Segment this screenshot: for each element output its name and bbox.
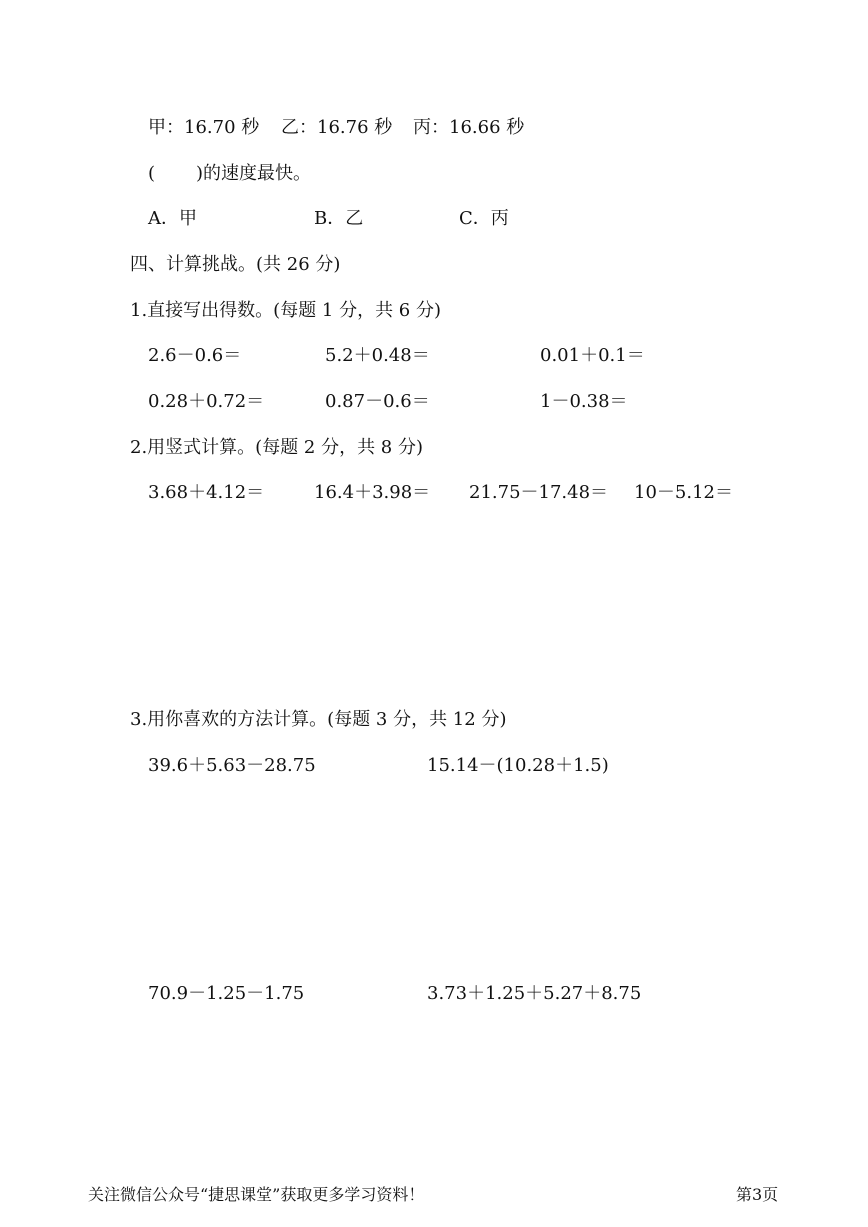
part-1-item: 5.2＋0.48＝ [325,345,430,366]
question-blank-open: ( [148,163,156,184]
option-b: B．乙 [314,208,364,229]
part-2-item: 10－5.12＝ [634,482,733,503]
part-3-item: 3.73＋1.25＋5.27＋8.75 [427,983,642,1004]
part-2-title: 2.用竖式计算。(每题 2 分，共 8 分) [130,437,424,458]
part-1-title: 1.直接写出得数。(每题 1 分，共 6 分) [130,300,442,321]
part-2-item: 16.4＋3.98＝ [314,482,431,503]
time-yi: 乙：16.76 秒 [281,117,393,138]
part-1-item: 0.28＋0.72＝ [148,391,265,412]
time-jia: 甲：16.70 秒 [148,117,260,138]
part-3-item: 70.9－1.25－1.75 [148,983,305,1004]
question-text: )的速度最快。 [196,163,312,184]
part-3-title: 3.用你喜欢的方法计算。(每题 3 分，共 12 分) [130,709,507,730]
option-a: A．甲 [148,208,197,229]
part-2-item: 21.75－17.48＝ [469,482,609,503]
part-1-item: 0.01＋0.1＝ [540,345,645,366]
part-2-item: 3.68＋4.12＝ [148,482,265,503]
page-number: 第3页 [736,1185,779,1204]
part-1-item: 1－0.38＝ [540,391,628,412]
part-3-item: 15.14－(10.28＋1.5) [427,755,609,776]
option-c: C．丙 [459,208,509,229]
section-4-title: 四、计算挑战。(共 26 分) [130,254,341,275]
footer-notice: 关注微信公众号“捷思课堂”获取更多学习资料！ [88,1185,425,1204]
time-bing: 丙：16.66 秒 [413,117,525,138]
part-1-item: 2.6－0.6＝ [148,345,242,366]
part-1-item: 0.87－0.6＝ [325,391,430,412]
part-3-item: 39.6＋5.63－28.75 [148,755,316,776]
